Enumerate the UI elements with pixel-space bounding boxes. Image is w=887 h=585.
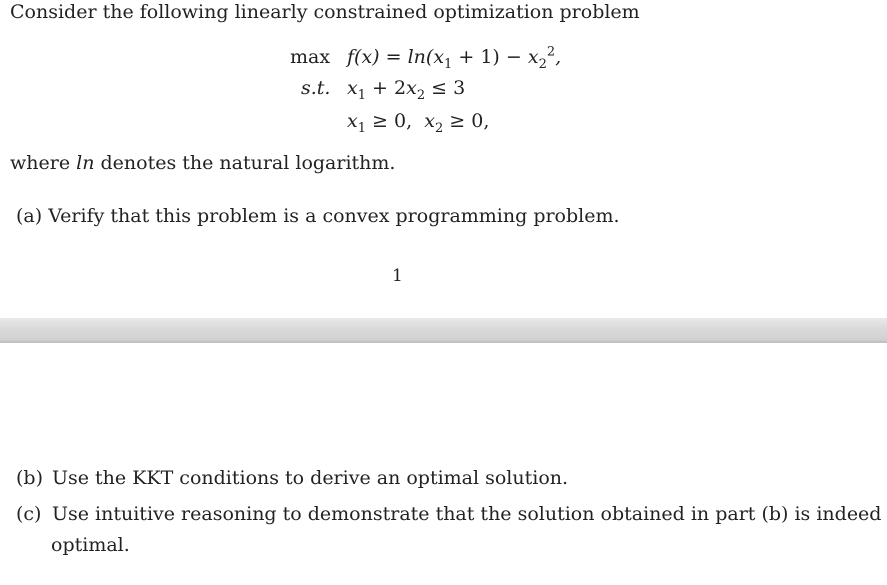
st-label: s.t. <box>301 77 331 99</box>
intro-text: Consider the following linearly constrained optimization problem <box>10 1 640 23</box>
question-b-label: (b) <box>16 467 43 489</box>
question-c-label: (c) <box>16 503 42 525</box>
question-b-text: Use the KKT conditions to derive an optimal solution. <box>52 467 569 489</box>
question-a <box>16 204 620 228</box>
question-c <box>16 502 881 526</box>
question-c-continuation: optimal. <box>51 534 130 556</box>
where-text: where ln denotes the natural logarithm. <box>10 152 396 174</box>
question-b <box>16 466 568 490</box>
question-a-text: Verify that this problem is a convex programming problem. <box>48 205 620 227</box>
max-label: max <box>290 46 331 68</box>
constraint-1: $x_1 + 2x_2 \le 3$ <box>347 77 466 103</box>
objective-function: $f(x) = \ln(x_1 + 1) - x_2^2$, <box>347 44 562 72</box>
constraint-2: $x_1 \ge 0$, $x_2 \ge 0$, <box>347 110 490 136</box>
page-number: 1 <box>392 266 403 286</box>
question-a-label: (a) <box>16 205 43 227</box>
page-2 <box>0 343 887 585</box>
question-c-text: Use intuitive reasoning to demonstrate that the solution obtained in part (b) is indeed <box>52 503 882 525</box>
page-separator <box>0 318 887 343</box>
